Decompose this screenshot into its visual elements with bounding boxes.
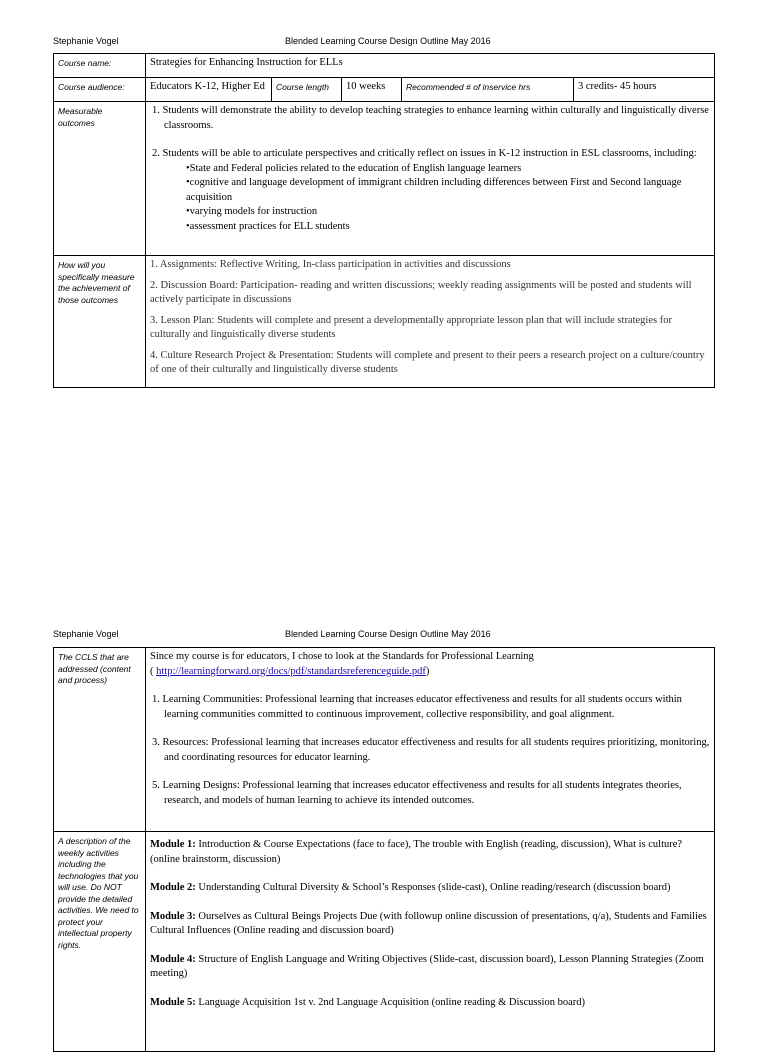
module-item	[150, 910, 710, 939]
header-title: Blended Learning Course Design Outline May 2016	[285, 36, 491, 46]
module-item	[150, 838, 710, 867]
page-header	[53, 36, 713, 50]
outcome-1: 1. Students will demonstrate the ability to develop teaching strategies to enhance learning within culturally and linguistically diverse classrooms.	[152, 105, 709, 131]
header-author: Stephanie Vogel	[53, 36, 119, 46]
link-open-paren: (	[150, 665, 157, 677]
inservice-hours-label: Recommended # of inservice hrs	[402, 78, 574, 102]
module-item	[150, 996, 710, 1011]
ccls-intro: Since my course is for educators, I chose to look at the Standards for Professional Learning	[150, 651, 534, 662]
weekly-activities-label: A description of the weekly activities including the technologies that you will use. Do NOT provide the detailed activities. We need to protect your intellectual property rights.	[54, 832, 146, 1052]
inservice-hours-value: 3 credits- 45 hours	[574, 78, 715, 102]
standard-item: 1. Learning Communities: Professional learning that increases educator effectiveness and results for all students occurs within learning communities committed to continuous improvement, collective responsibility, and goal alignment.	[152, 694, 682, 720]
measure-item: 1. Assignments: Reflective Writing, In-class participation in activities and discussions	[150, 259, 511, 270]
module-text: Language Acquisition 1st v. 2nd Language Acquisition (online reading & Discussion board)	[195, 996, 586, 1008]
module-name: Module 3:	[150, 910, 196, 922]
module-name: Module 5:	[150, 996, 196, 1008]
ccls-label: The CCLS that are addressed (content and process)	[54, 648, 146, 832]
module-text: Ourselves as Cultural Beings Projects Due (with followup online discussion of presentations, q/a), Students and Families Cultural Influences (Online reading and discussion board)	[150, 910, 707, 936]
outcomes-label: Measurable outcomes	[54, 102, 146, 256]
module-text: Structure of English Language and Writing Objectives (Slide-cast, discussion board), Lesson Planning Strategies (Zoom meeting)	[150, 953, 704, 979]
ccls-cell	[146, 648, 715, 832]
course-length-value: 10 weeks	[342, 78, 402, 102]
course-length-label: Course length	[272, 78, 342, 102]
module-name: Module 1:	[150, 839, 196, 850]
course-audience-label: Course audience:	[54, 78, 146, 102]
header-title: Blended Learning Course Design Outline May 2016	[285, 629, 491, 639]
module-item	[150, 953, 710, 982]
modules-cell	[146, 832, 715, 1052]
standard-item: 5. Learning Designs: Professional learning that increases educator effectiveness and results for all students integrates theories, research, and models of human learning to achieve its intended outcomes.	[152, 780, 682, 806]
outcome-bullet: •assessment practices for ELL students	[186, 220, 350, 232]
standard-item: 3. Resources: Professional learning that increases educator effectiveness and results for all students requires prioritizing, monitoring, and coordinating resources for educator learning.	[152, 737, 710, 763]
measures-cell	[146, 256, 715, 388]
course-name-label: Course name:	[54, 54, 146, 78]
outcomes-cell	[146, 102, 715, 256]
measure-item: 3. Lesson Plan: Students will complete and present a developmentally appropriate lesson plan that will include strategies for culturally and linguistically diverse students	[150, 314, 672, 340]
outcome-bullet: •cognitive and language development of immigrant children including differences between First and Second language acquisition	[186, 177, 682, 203]
course-audience-value: Educators K-12, Higher Ed	[146, 78, 272, 102]
course-info-table	[53, 53, 715, 388]
link-close-paren: )	[425, 665, 430, 677]
course-design-table	[53, 647, 715, 1052]
module-name: Module 2:	[150, 882, 196, 893]
course-name-value: Strategies for Enhancing Instruction for ELLs	[146, 54, 715, 78]
standards-link[interactable]: http://learningforward.org/docs/pdf/standardsreferenceguide.pdf	[156, 665, 426, 677]
module-text: Introduction & Course Expectations (face to face), The trouble with English (reading, discussion), What is culture? (online brainstorm, discussion)	[150, 839, 683, 865]
page-header	[53, 629, 713, 643]
header-author: Stephanie Vogel	[53, 629, 119, 639]
module-text: Understanding Cultural Diversity & School’s Responses (slide-cast), Online reading/research (discussion board)	[195, 882, 671, 893]
measure-label: How will you specifically measure the achievement of those outcomes	[54, 256, 146, 388]
measure-item: 4. Culture Research Project & Presentation: Students will complete and present to their peers a research project on a culture/country of one of their culturally and linguistically diverse students	[150, 349, 705, 375]
outcome-bullet: •varying models for instruction	[186, 206, 318, 217]
module-item	[150, 881, 710, 896]
measure-item: 2. Discussion Board: Participation- reading and written discussions; weekly reading assignments will be posted and students will actively participate in discussions	[150, 279, 692, 305]
module-name: Module 4:	[150, 953, 196, 965]
outcome-bullet: •State and Federal policies related to the education of English language learners	[186, 162, 522, 174]
ccls-link-line	[150, 665, 710, 680]
outcome-2: 2. Students will be able to articulate perspectives and critically reflect on issues in K-12 instruction in ESL classrooms, including:	[152, 148, 697, 159]
